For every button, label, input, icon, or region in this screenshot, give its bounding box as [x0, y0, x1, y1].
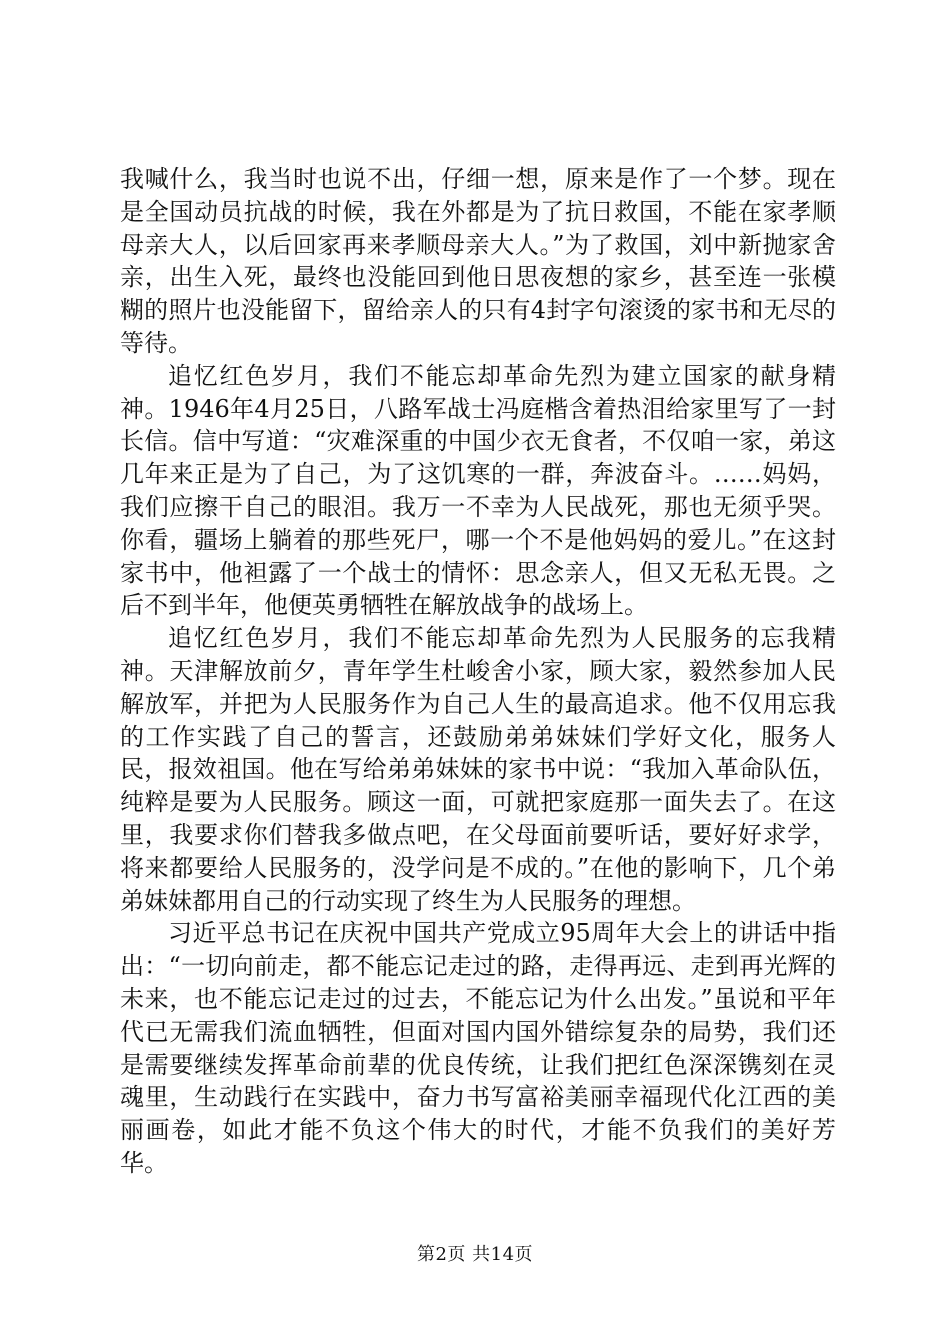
paragraph-xi-speech: 习近平总书记在庆祝中国共产党成立95周年大会上的讲话中指出：“一切向前走，都不能忘记走过的路，走得再远、走到再光辉的未来，也不能忘记走过的过去，不能忘记为什么出发。”虽说和平年代已无需我们流血牺牲，但面对国内国外错综复杂的局势，我们还是需要继续发挥革命前辈的优良传统，让我们把红色深深镌刻在灵魂里，生动践行在实践中，奋力书写富裕美丽幸福现代化江西的美丽画卷，如此才能不负这个伟大的时代，才能不负我们的美好芳华。 [120, 919, 836, 1177]
paragraph-serve-people: 追忆红色岁月，我们不能忘却革命先烈为人民服务的忘我精神。天津解放前夕，青年学生杜峻舍小家，顾大家，毅然参加人民解放军，并把为人民服务作为自己人生的最高追求。他不仅用忘我的工作实践了自己的誓言，还鼓励弟弟妹妹们学好文化，服务人民，报效祖国。他在写给弟弟妹妹的家书中说：“我加入革命队伍，纯粹是要为人民服务。顾这一面，可就把家庭那一面失去了。在这里，我要求你们替我多做点吧，在父母面前要听话，要好好求学，将来都要给人民服务的，没学问是不成的。”在他的影响下，几个弟弟妹妹都用自己的行动实现了终生为人民服务的理想。 [120, 624, 836, 915]
page-number-footer: 第2页 共14页 [416, 1244, 534, 1265]
paragraph-founding-spirit: 追忆红色岁月，我们不能忘却革命先烈为建立国家的献身精神。1946年4月25日，八路军战士冯庭楷含着热泪给家里写了一封长信。信中写道：“灾难深重的中国少衣无食者，不仅咱一家，弟这几年来正是为了自己，为了这饥寒的一群，奔波奋斗。……妈妈，我们应擦干自己的眼泪。我万一不幸为人民战死，那也无须乎哭。你看，疆场上躺着的那些死尸，哪一个不是他妈妈的爱儿。”在这封家书中，他袒露了一个战士的情怀：思念亲人，但又无私无畏。之后不到半年，他便英勇牺牲在解放战争的战场上。 [120, 361, 836, 620]
document-body [120, 163, 836, 1180]
paragraph-continuation: 我喊什么，我当时也说不出，仔细一想，原来是作了一个梦。现在是全国动员抗战的时候，我在外都是为了抗日救国，不能在家孝顺母亲大人，以后回家再来孝顺母亲大人。”为了救国，刘中新抛家舍亲，出生入死，最终也没能回到他日思夜想的家乡，甚至连一张模糊的照片也没能留下，留给亲人的只有4封字句滚烫的家书和无尽的等待。 [120, 165, 836, 357]
